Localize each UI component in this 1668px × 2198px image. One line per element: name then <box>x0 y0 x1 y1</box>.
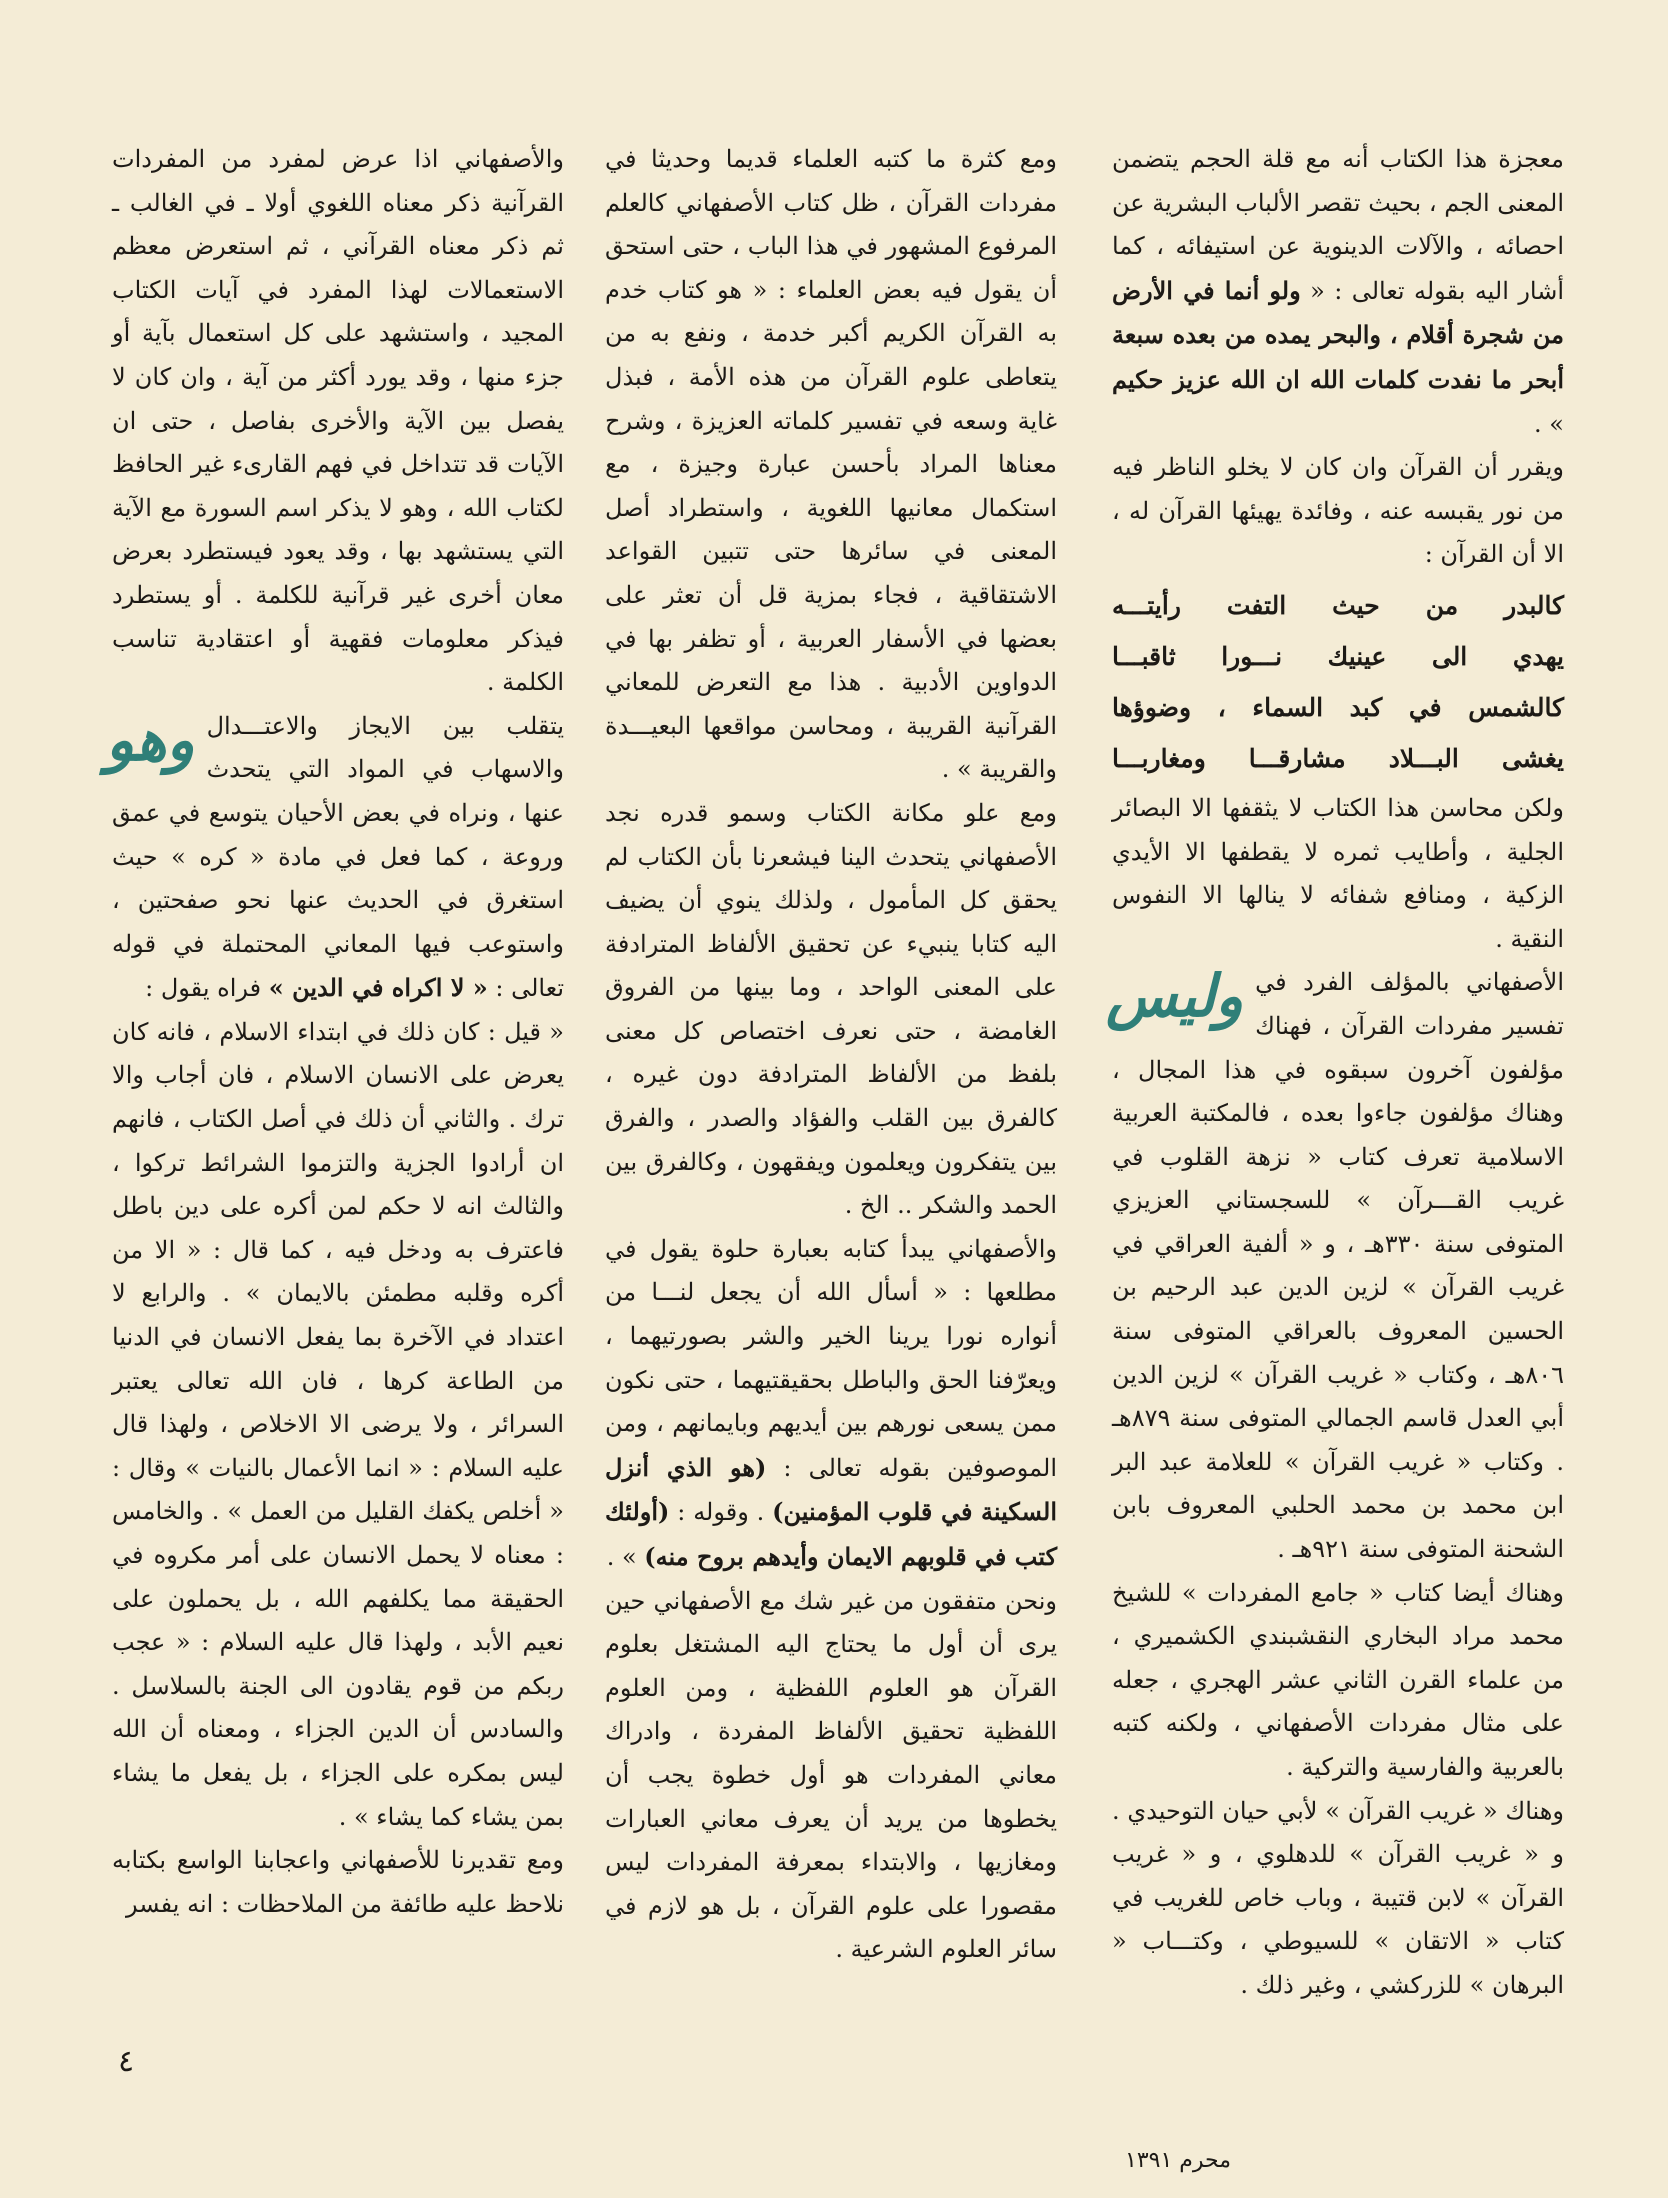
paragraph <box>605 1228 1057 1580</box>
text: والأصفهاني يبدأ كتابه بعبارة حلوة يقول في مطلعها : « أسأل الله أن يجعل لنـــا من أنواره نورا يرينا الخير والشر بصورتيهما ، ويعرّفنا الحق والباطل بحقيقتيهما ، حتى نكون ممن يسعى نورهم بين أيديهم وبايمانهم ، ومن الموصوفين بقوله تعالى : <box>605 1234 1057 1482</box>
page-number: ٤ <box>118 2044 135 2079</box>
paragraph: ومع علو مكانة الكتاب وسمو قدره نجد الأصفهاني يتحدث الينا فيشعرنا بأن الكتاب لم يحقق كل المأمول ، ولذلك ينوي أن يضيف اليه كتابا ينبيء عن تحقيق الألفاظ المترادفة على المعنى الواحد ، وما بينها من الفروق الغامضة ، حتى نعرف اختصاص كل معنى بلفظ من الألفاظ المترادفة دون غيره ، كالفرق بين القلب والفؤاد والصدر ، والفرق بين يتفكرون ويعلمون ويفقهون ، وكالفرق بين الحمد والشكر .. الخ . <box>605 798 1057 1220</box>
paragraph: ومع كثرة ما كتبه العلماء قديما وحديثا في مفردات القرآن ، ظل كتاب الأصفهاني كالعلم المرفوع المشهور في هذا الباب ، حتى استحق أن يقول فيه بعض العلماء : « هو كتاب خدم به القرآن الكريم أكبر خدمة ، ونفع به من يتعاطى علوم القرآن من هذه الأمة ، فبذل غاية وسعه في تفسير كلماته العزيزة ، وشرح معناها المراد بأحسن عبارة وجيزة ، مع استكمال معانيها اللغوية ، واستطراد أصل المعنى في سائرها حتى تتبين القواعد الاشتقاقية ، فجاء بمزية قل أن تعثر على بعضها في الأسفار العربية ، أو تظفر بها في الدواوين الأدبية . هذا مع التعرض للمعاني القرآنية القريبة ، ومحاسن مواقعها البعيـــدة والقريبة » . <box>605 145 1057 784</box>
verse-line: يغشى البـــلاد مشارقـــا ومغاربـــا <box>1112 743 1564 773</box>
quran-quote: (هو الذي أنزل السكينة في قلوب المؤمنين) <box>605 1452 1058 1527</box>
text: الأصفهاني بالمؤلف الفرد في تفسير مفردات القرآن ، فهناك مؤلفون آخرون سبقوه في هذا المجال ، وهناك مؤلفون جاءوا بعده ، فالمكتبة العربية الاسلامية تعرف كتاب « نزهة القلوب في غريب القـــرآن » للسجستاني العزيزي المتوفى سنة ٣٣٠هـ ، و « ألفية العراقي في غريب القرآن » لزين الدين عبد الرحيم بن الحسين المعروف بالعراقي المتوفى سنة ٨٠٦هـ ، وكتاب « غريب القرآن » لزين الدين أبي العدل قاسم الجمالي المتوفى سنة ٨٧٩هـ . وكتاب « غريب القرآن » للعلامة عبد البر ابن محمد بن محمد الحلبي المعروف بابن الشحنة المتوفى سنة ٩٢١هـ . <box>1112 968 1564 1564</box>
paragraph: وهناك « غريب القرآن » لأبي حيان التوحيدي . و « غريب القرآن » للدهلوي ، و « غريب القرآن » لابن قتيبة ، وباب خاص للغريب في كتاب « الاتقان » للسيوطي ، وكتـــاب « البرهان » للزركشي ، وغير ذلك . <box>1112 1796 1564 1999</box>
paragraph: ولكن محاسن هذا الكتاب لا يثقفها الا البصائر الجلية ، وأطايب ثمره لا يقطفها الا الأيدي الزكية ، ومنافع شفائه لا ينالها الا النفوس النقية . <box>1112 793 1564 953</box>
paragraph <box>1106 961 1564 1571</box>
paragraph: ونحن متفقون من غير شك مع الأصفهاني حين يرى أن أول ما يحتاج اليه المشتغل بعلوم القرآن هو العلوم اللفظية ، ومن العلوم اللفظية تحقيق الألفاظ المفردة ، وادراك معاني المفردات هو أول خطوة يجب أن يخطوها من يريد أن يعرف معاني العبارات ومغازيها ، والابتداء بمعرفة المفردات ليس مقصورا على علوم القرآن ، بل هو لازم في سائر العلوم الشرعية . <box>605 1586 1057 1964</box>
issue-date-footer: محرم ١٣٩١ <box>1125 2148 1232 2173</box>
paragraph <box>1112 138 1564 446</box>
text: معجزة هذا الكتاب أنه مع قلة الحجم يتضمن المعنى الجم ، بحيث تقصر الألباب البشرية عن احصائه ، والآلات الدينوية عن استيفائه ، كما أشار اليه بقوله تعالى : « <box>1112 145 1564 305</box>
text: يتقلب بين الايجاز والاعتـــدال والاسهاب في المواد التي يتحدث عنها ، ونراه في بعض الأحيان يتوسع في عمق وروعة ، كما فعل في مادة « كره » حيث استغرق في الحديث عنها نحو صفحتين ، واستوعب فيها المعاني المحتملة في قوله تعالى : <box>112 711 564 1003</box>
quran-quote: ولو أنما في الأرض من شجرة أقلام ، والبحر يمده من بعده سبعة أبحر ما نفدت كلمات الله ان الله عزيز حكيم <box>1112 275 1564 394</box>
text: . وقوله : <box>669 1498 773 1527</box>
text: » . <box>1534 409 1564 438</box>
column-left <box>106 138 564 1926</box>
verse-line: كالشمس في كبد السماء ، وضوؤها <box>1112 692 1564 722</box>
text: » . <box>606 1543 645 1571</box>
paragraph: ومع تقديرنا للأصفهاني واعجابنا الواسع بكتابه نلاحظ عليه طائفة من الملاحظات : انه يفسر <box>112 1846 564 1918</box>
paragraph: « قيل : كان ذلك في ابتداء الاسلام ، فانه كان يعرض على الانسان الاسلام ، فان أجاب والا ترك . والثاني أن ذلك في أصل الكتاب ، فانهم ان أرادوا الجزية والتزموا الشرائط تركوا ، والثالث انه لا حكم لمن أكره على دين باطل فاعترف به ودخل فيه ، كما قال : « الا من أكره وقلبه مطمئن بالايمان » . والرابع لا اعتداد في الآخرة بما يفعل الانسان في الدنيا من الطاعة كرها ، فان الله تعالى يعتبر السرائر ، ولا يرضى الا الاخلاص ، ولهذا قال عليه السلام : « انما الأعمال بالنيات » وقال : « أخلص يكفك القليل من العمل » . والخامس : معناه لا يحمل الانسان على أمر مكروه في الحقيقة مما يكلفهم الله ، بل يحملون على نعيم الأبد ، ولهذا قال عليه السلام : « عجب ربكم من قوم يقادون الى الجنة بالسلاسل . والسادس أن الدين الجزاء ، ومعناه أن الله ليس بمكره على الجزاء ، بل يفعل ما يشاء بمن يشاء كما يشاء » . <box>112 1017 564 1831</box>
quran-quote: « لا اكراه في الدين » <box>268 973 488 1003</box>
verse-line: كالبدر من حيث التفت رأيتـــه <box>1112 590 1564 620</box>
quran-quote: (أولئك كتب في قلوبهم الايمان وأيدهم بروح منه) <box>605 1497 1057 1571</box>
paragraph: والأصفهاني اذا عرض لمفرد من المفردات القرآنية ذكر معناه اللغوي أولا ـ في الغالب ـ ثم ذكر معناه القرآني ، ثم استعرض معظم الاستعمالات لهذا المفرد في آيات الكتاب المجيد ، واستشهد على كل استعمال بآية أو جزء منها ، وقد يورد أكثر من آية ، وان كان لا يفصل بين الآية والأخرى بفاصل ، حتى ان الآيات قد تتداخل في فهم القارىء غير الحافظ لكتاب الله ، وهو لا يذكر اسم السورة مع الآية التي يستشهد بها ، وقد يعود فيستطرد بعرض معان أخرى غير قرآنية للكلمة . أو يستطرد فيذكر معلومات فقهية أو اعتقادية تناسب الكلمة . <box>112 145 564 697</box>
decorative-initial: وهو <box>106 705 195 774</box>
column-right <box>1106 138 1564 2008</box>
column-middle <box>605 138 1057 1972</box>
paragraph: وهناك أيضا كتاب « جامع المفردات » للشيخ محمد مراد البخاري النقشبندي الكشميري ، من علماء القرن الثاني عشر الهجري ، جعله على مثال مفردات الأصفهاني ، ولكنه كتبه بالعربية والفارسية والتركية . <box>1112 1578 1564 1781</box>
decorative-initial: وليس <box>1106 962 1244 1031</box>
text: فراه يقول : <box>145 974 269 1003</box>
verse-line: يهدي الى عينيك نـــورا ثاقبـــا <box>1112 641 1564 671</box>
paragraph: ويقرر أن القرآن وان كان لا يخلو الناظر فيه من نور يقبسه عنه ، وفائدة يهيئها القرآن له ، الا أن القرآن : <box>1112 453 1564 569</box>
paragraph <box>106 705 564 1011</box>
